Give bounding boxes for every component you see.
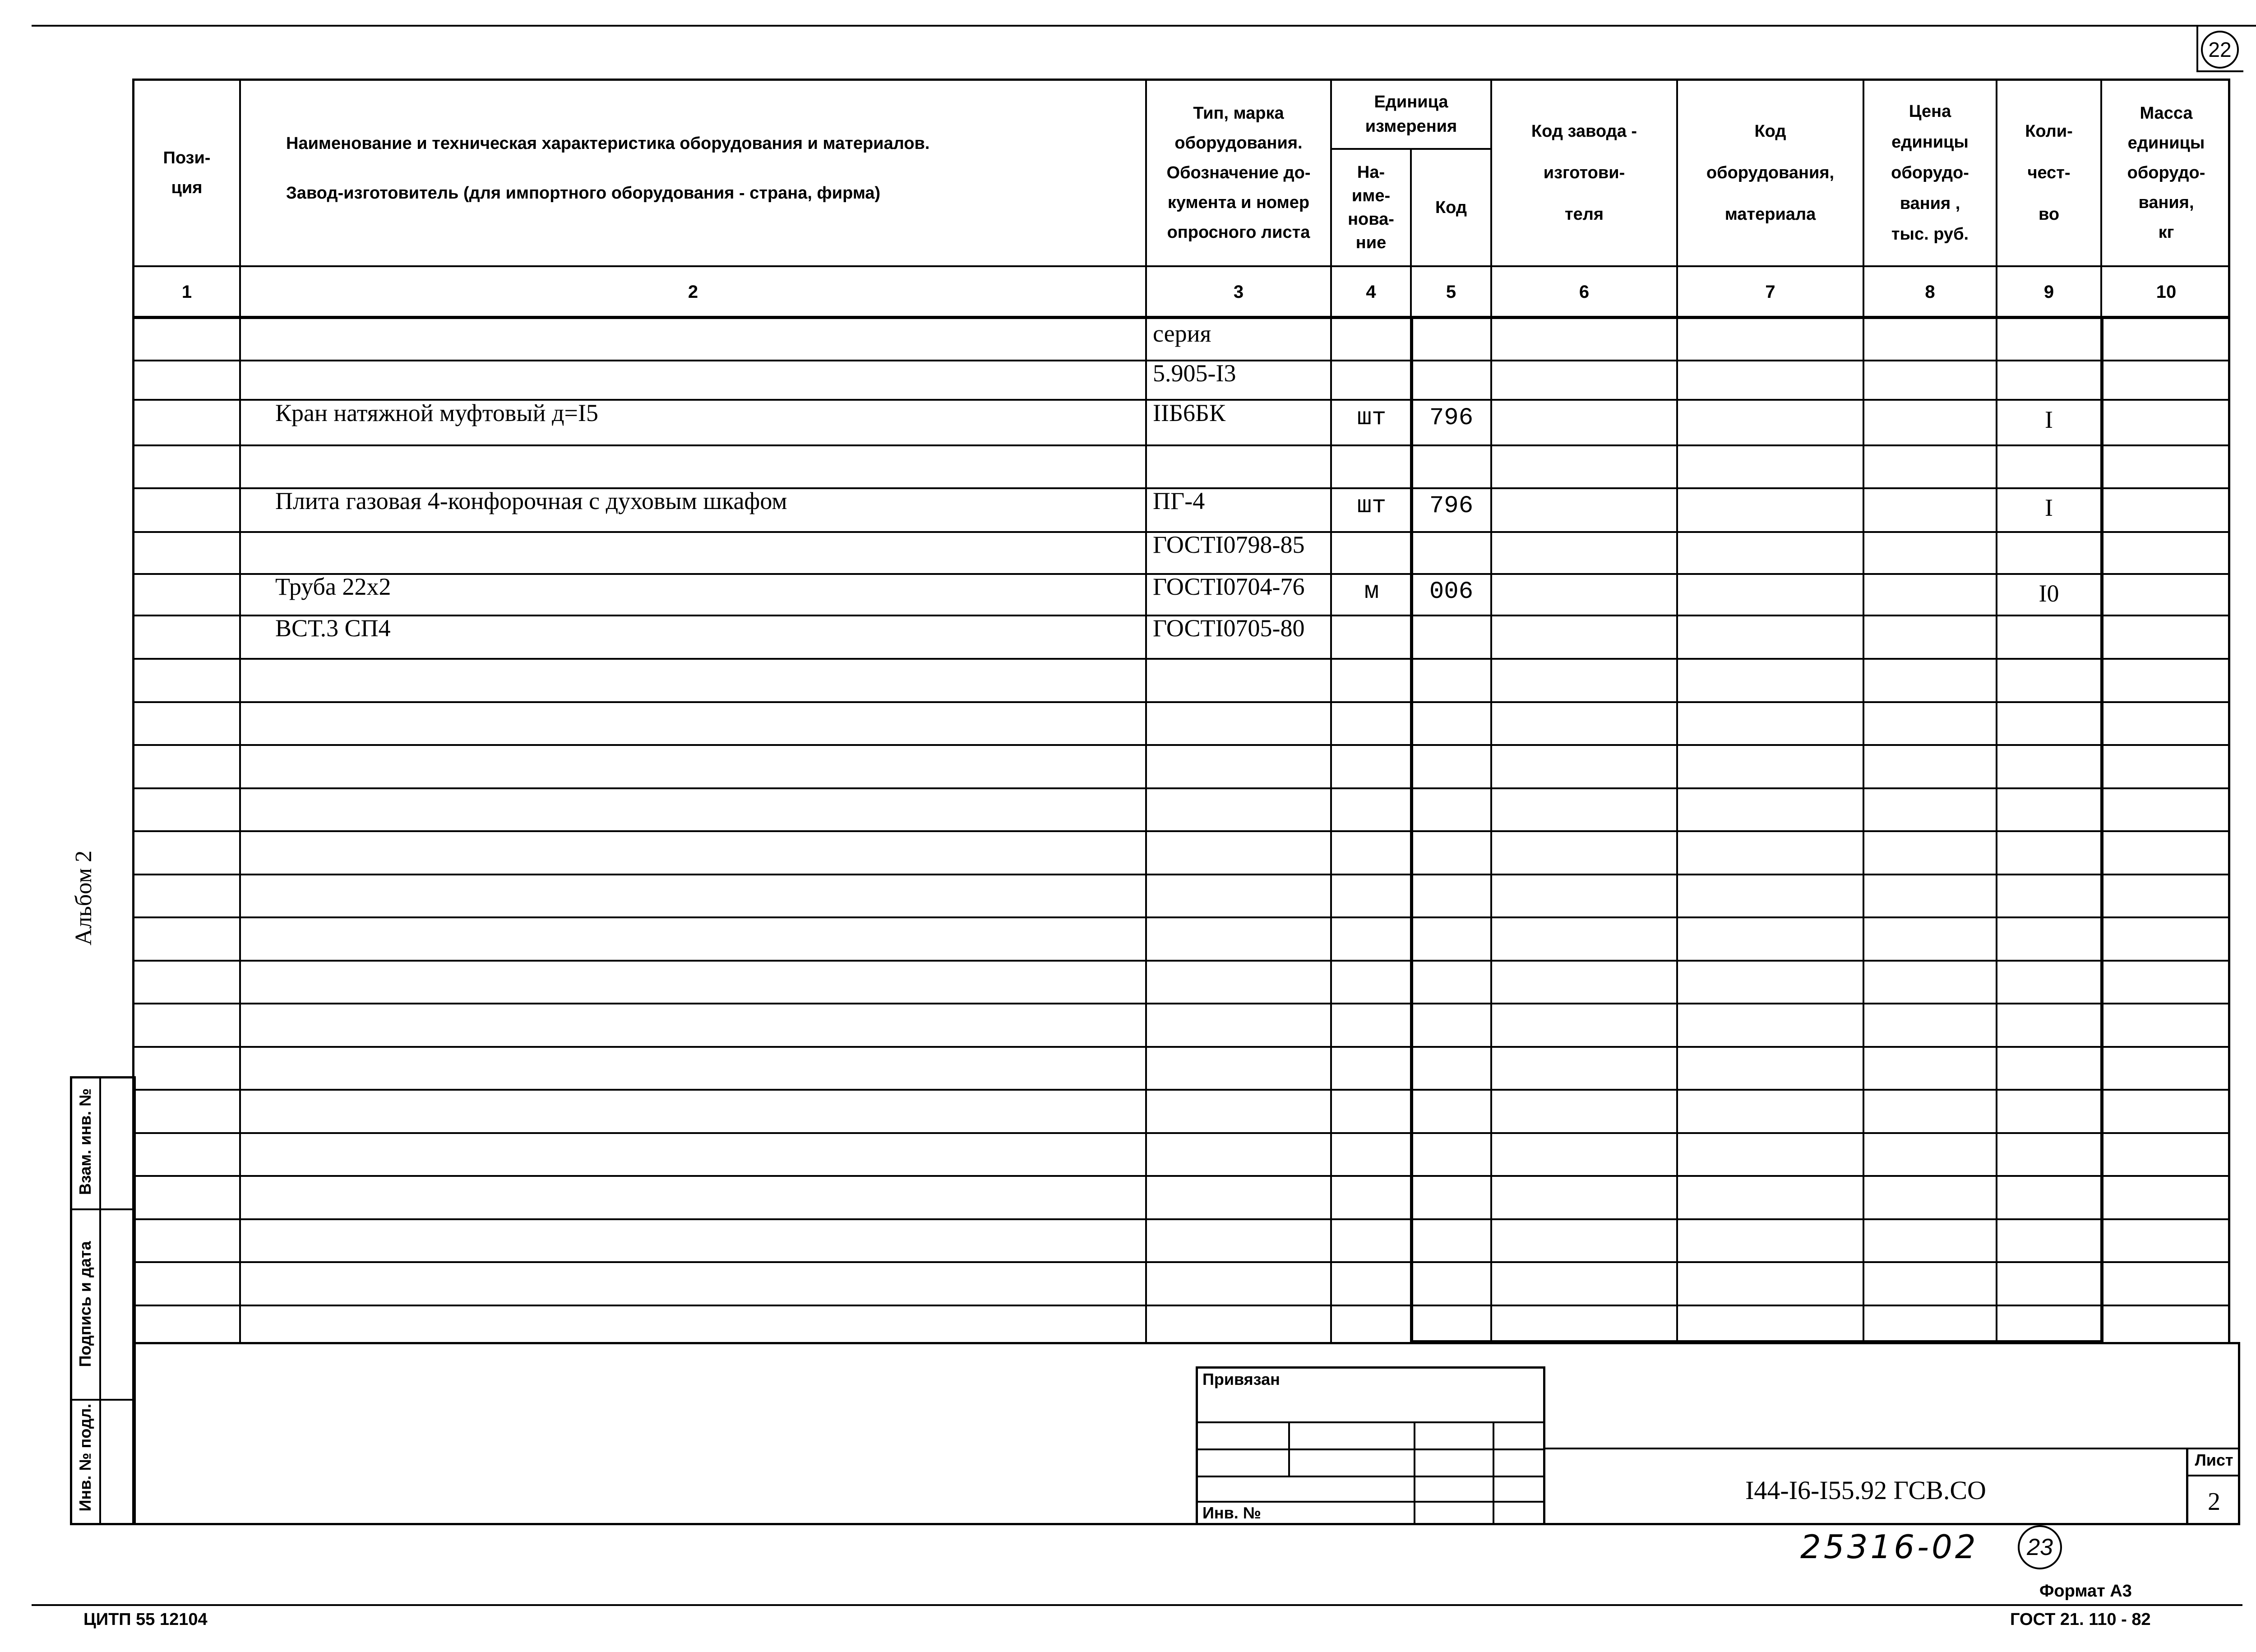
header-equipment-code: Код оборудования, материала [1706, 122, 1835, 224]
bound-col-3 [1493, 1421, 1494, 1525]
table-row-line [132, 658, 2230, 660]
row-type: ГОСТI0798-85 [1153, 531, 1305, 558]
format-label: Формат А3 [2039, 1582, 2132, 1601]
row-qty: I0 [2039, 580, 2059, 607]
table-row-line [132, 701, 2230, 703]
side-stamp-divider [99, 1076, 101, 1525]
footer-left: ЦИТП 55 12104 [83, 1610, 208, 1629]
table-row-line [132, 1003, 2230, 1004]
row-unit: м [1364, 578, 1379, 606]
row-type: ГОСТI0705-80 [1153, 615, 1305, 642]
header-price: Цена единицы оборудо- вания , тыс. руб. [1891, 102, 1969, 244]
row-name: Кран натяжной муфтовый д=I5 [275, 399, 598, 426]
col-line-4-body [1410, 316, 1413, 1342]
table-row-line [132, 960, 2230, 962]
col-number-10: 10 [2156, 282, 2177, 302]
table-row-line [132, 830, 2230, 832]
row-type: IIБ6БК [1153, 399, 1225, 426]
sheet-cell-divider [2186, 1475, 2240, 1476]
sheet-number: 2 [2208, 1488, 2220, 1516]
header-type: Тип, марка оборудования. Обозначение до- кумента и номер опросного листа [1166, 104, 1311, 242]
header-factory-code: Код завода - изготови- теля [1531, 122, 1637, 224]
col-number-2: 2 [688, 282, 698, 302]
table-row-line [132, 1132, 2230, 1134]
table-row-line [132, 1261, 2230, 1263]
table-row-line [132, 1046, 2230, 1048]
row-type: серия [1153, 320, 1211, 347]
col-number-8: 8 [1925, 282, 1935, 302]
side-stamp-inv: Инв. № подл. [76, 1403, 94, 1512]
header-name: Наименование и техническая характеристика оборудования и материалов. Завод-изготовитель (для импортного оборудования - страна, фирма) [286, 134, 930, 203]
table-row-line [132, 1175, 2230, 1177]
row-unit: шт [1357, 404, 1387, 432]
row-code: 006 [1429, 578, 1474, 606]
col-number-3: 3 [1233, 282, 1244, 302]
side-stamp-replace: Взам. инв. № [76, 1088, 94, 1195]
row-type: ПГ-4 [1153, 487, 1205, 514]
doc-block-top [1545, 1448, 2240, 1449]
col-number-5: 5 [1446, 282, 1456, 302]
row-type: 5.905-I3 [1153, 360, 1236, 387]
row-name: Труба 22х2 [275, 573, 391, 600]
table-row-line [132, 1218, 2230, 1220]
sheet-label: Лист [2195, 1451, 2233, 1469]
col-number-4: 4 [1366, 282, 1376, 302]
table-row-line [132, 874, 2230, 875]
header-mass: Масса единицы оборудо- вания, кг [2127, 104, 2205, 242]
inv-label: Инв. № [1202, 1504, 1261, 1522]
table-row-line [132, 444, 2230, 446]
row-code: 796 [1429, 492, 1474, 520]
table-row-line [132, 787, 2230, 789]
col-number-1: 1 [181, 282, 192, 302]
row-qty: I [2045, 406, 2053, 433]
row-qty: I [2045, 494, 2053, 521]
row-code: 796 [1429, 404, 1474, 432]
side-stamp-sign: Подпись и дата [76, 1241, 94, 1367]
row-name: Плита газовая 4-конфорочная с духовым шкафом [275, 487, 787, 514]
row-name: ВСТ.3 СП4 [275, 615, 391, 642]
document-code: I44-I6-I55.92 ГСВ.СО [1745, 1476, 1986, 1505]
sheet-badge-bottom: 23 [2018, 1525, 2062, 1569]
col-line-9-body [2100, 316, 2103, 1342]
table-row-line [132, 744, 2230, 746]
col-number-9: 9 [2043, 282, 2054, 302]
bound-col-1 [1288, 1421, 1290, 1476]
handwritten-number: 25316-02 [1800, 1528, 1979, 1566]
table-row-line [132, 1305, 2230, 1306]
header-unit-code: Код [1435, 198, 1467, 217]
col-number-7: 7 [1765, 282, 1775, 302]
header-quantity: Коли- чест- во [2025, 122, 2073, 224]
footer-right: ГОСТ 21. 110 - 82 [2010, 1610, 2151, 1629]
header-unit-name: На- име- нова- ние [1348, 163, 1394, 252]
header-unit: Единица измерения [1365, 93, 1457, 136]
top-border [32, 25, 2256, 27]
bottom-border [32, 1604, 2242, 1606]
sheet-badge-top-number: 22 [2201, 31, 2239, 69]
side-stamp-line-1 [70, 1208, 136, 1210]
table-row-line [132, 1089, 2230, 1091]
row-unit: шт [1357, 492, 1387, 520]
table-row-line [132, 916, 2230, 918]
row-type: ГОСТI0704-76 [1153, 573, 1305, 600]
header-position: Пози- ция [163, 148, 211, 197]
bound-col-2 [1414, 1421, 1415, 1525]
col-number-6: 6 [1579, 282, 1590, 302]
bound-label: Привязан [1202, 1370, 1280, 1388]
album-label: Альбом 2 [71, 850, 97, 946]
